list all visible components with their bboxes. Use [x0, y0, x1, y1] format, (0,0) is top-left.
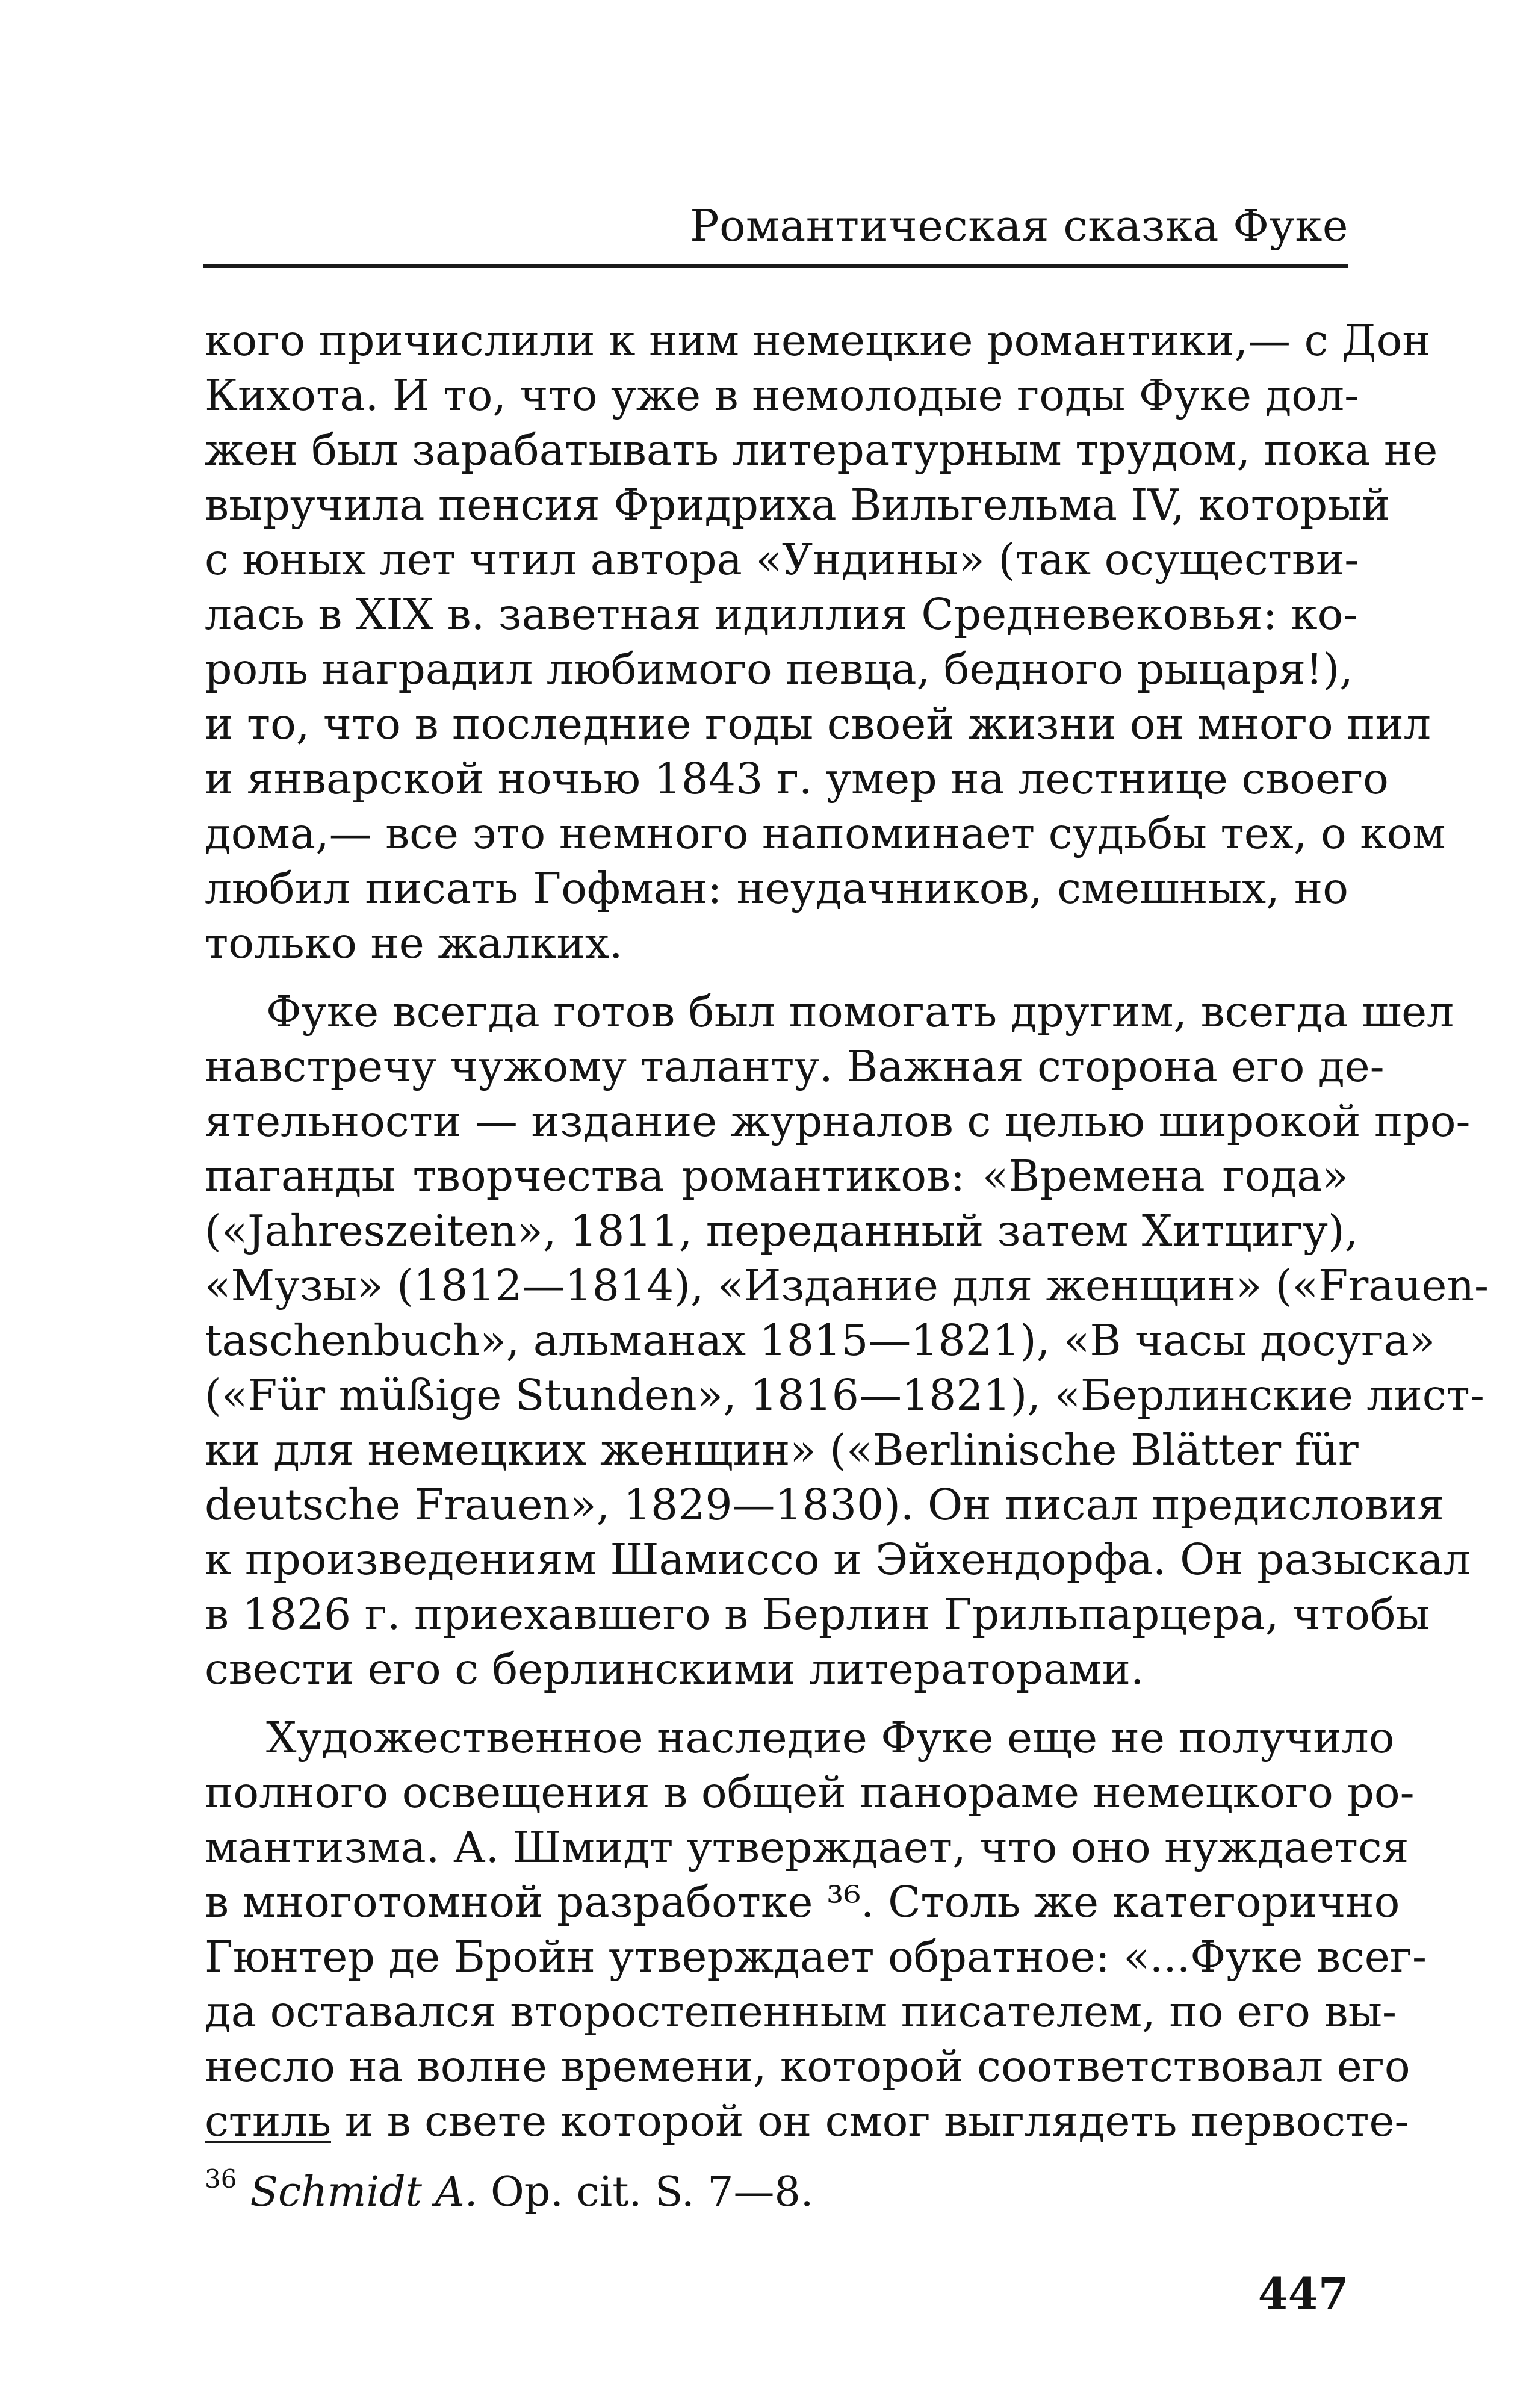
text-line: ятельности — издание журналов с целью широкой про- [205, 1096, 1471, 1146]
text-line: и январской ночью 1843 г. умер на лестнице своего [205, 754, 1389, 804]
footnote [205, 2152, 1348, 2220]
text-line: роль наградил любимого певца, бедного рыцаря!), [205, 644, 1353, 694]
text-line: к произведениям Шамиссо и Эйхендорфа. Он разыскал [205, 1534, 1471, 1584]
text-line: любил писать Гофман: неудачников, смешных, но [205, 863, 1348, 913]
text-line: дома,— все это немного напоминает судьбы тех, о ком [205, 808, 1446, 858]
text-line: в многотомной разработке ³⁶. Столь же категорично [205, 1877, 1400, 1927]
text-line: свести его с берлинскими литераторами. [205, 1644, 1144, 1694]
footnote-rule [205, 2141, 331, 2143]
text-line: жен был зарабатывать литературным трудом, пока не [205, 425, 1438, 475]
footnote-text: Op. cit. S. 7—8. [490, 2168, 814, 2216]
text-line: и то, что в последние годы своей жизни он много пил [205, 699, 1431, 749]
footnote-marker: 36 [205, 2164, 237, 2194]
paragraph-3 [205, 1710, 1427, 2149]
text-line: мантизма. А. Шмидт утверждает, что оно нуждается [205, 1822, 1409, 1872]
text-line: Художественное наследие Фуке еще не получило [266, 1713, 1395, 1763]
text-line: («Jahreszeiten», 1811, переданный затем Хитцигу), [205, 1206, 1359, 1256]
text-line: только не жалких. [205, 918, 623, 968]
text-line: да оставался второстепенным писателем, по его вы- [205, 1987, 1397, 2037]
text-line: Кихота. И то, что уже в немолодые годы Фуке дол- [205, 370, 1359, 420]
paragraph-1 [205, 313, 1446, 970]
text-line: навстречу чужому таланту. Важная сторона его де- [205, 1041, 1385, 1091]
text-line: с юных лет чтил автора «Ундины» (так осуществи- [205, 535, 1359, 585]
paragraph-2 [205, 984, 1489, 1696]
text-line: несло на волне времени, которой соответствовал его [205, 2041, 1410, 2091]
text-line: кого причислили к ним немецкие романтики,— с Дон [205, 315, 1431, 365]
header-rule [203, 264, 1348, 268]
text-line: ки для немецких женщин» («Berlinische Blätter für [205, 1425, 1359, 1475]
text-line: стиль и в свете которой он смог выглядеть первосте- [205, 2096, 1409, 2146]
text-line: лась в XIX в. заветная идиллия Средневековья: ко- [205, 589, 1358, 639]
text-line: в 1826 г. приехавшего в Берлин Грильпарцера, чтобы [205, 1589, 1430, 1639]
text-line: Фуке всегда готов был помогать другим, всегда шел [266, 987, 1454, 1037]
page-number: 447 [1257, 2268, 1348, 2319]
text-line: паганды творчества романтиков: «Времена года» [205, 1151, 1348, 1201]
text-line: taschenbuch», альманах 1815—1821), «В часы досуга» [205, 1315, 1436, 1365]
body-text [205, 313, 1489, 2162]
text-line: полного освещения в общей панораме немецкого ро- [205, 1767, 1415, 1817]
text-line: выручила пенсия Фридриха Вильгельма IV, который [205, 480, 1391, 530]
text-line: Гюнтер де Бройн утверждает обратное: «...Фуке всег- [205, 1932, 1427, 1982]
text-line: «Музы» (1812—1814), «Издание для женщин» («Frauen- [205, 1261, 1489, 1311]
text-line: deutsche Frauen», 1829—1830). Он писал предисловия [205, 1480, 1445, 1530]
text-line: («Für müßige Stunden», 1816—1821), «Берлинские лист- [205, 1370, 1484, 1420]
running-head: Романтическая сказка Фуке [690, 200, 1348, 251]
footnote-author: Schmidt A. [250, 2168, 478, 2216]
